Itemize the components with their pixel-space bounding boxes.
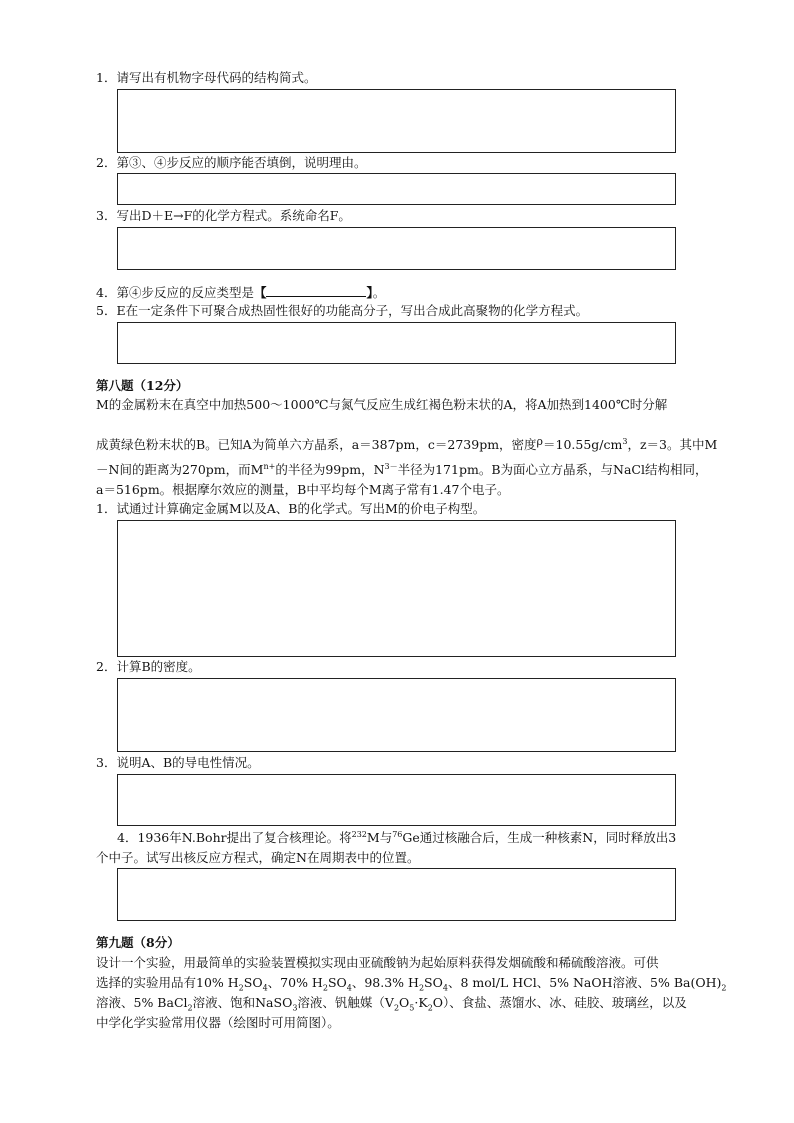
item-text: 第④步反应的反应类型是 [116, 285, 254, 300]
bracket-close: 】 [366, 285, 373, 300]
item-text: 写出D＋E→F的化学方程式。系统命名F。 [116, 208, 351, 223]
item-text: E在一定条件下可聚合成热固性很好的功能高分子，写出合成此高聚物的化学方程式。 [116, 303, 589, 318]
item-text: 试通过计算确定金属M以及A、B的化学式。写出M的价电子构型。 [116, 501, 486, 516]
item-number: 4． [96, 285, 117, 300]
rho-symbol: ρ [536, 435, 544, 448]
answer-box-q7-3[interactable] [117, 227, 676, 270]
answer-box-q8-1[interactable] [117, 520, 676, 657]
q9-line-2: 选择的实验用品有10% $H_2SO_4$、70% $H_2SO_4$、98.3% $H_2SO_4$、8 mol/L HCl、5% NaOH溶液、5% $Ba(OH)_2$ [96, 975, 727, 993]
answer-box-q8-4[interactable] [117, 868, 676, 921]
item-number: 1． [96, 501, 117, 516]
q8-item-2 [96, 659, 201, 675]
item-number: 3． [96, 755, 117, 770]
q9-line-4: 中学化学实验常用仪器（绘图时可用简图）。 [96, 1015, 340, 1030]
q8-intro-line-1: M的金属粉末在真空中加热500～1000℃与氮气反应生成红褐色粉末状的A，将A加热到1400℃时分解 [96, 397, 668, 412]
item-text: 第③、④步反应的顺序能否填倒，说明理由。 [116, 155, 367, 170]
answer-box-q8-2[interactable] [117, 678, 676, 752]
q8-heading: 第八题（12分） [96, 378, 189, 393]
answer-box-q7-5[interactable] [117, 322, 676, 364]
item-number: 5． [96, 303, 117, 318]
item-text: 说明A、B的导电性情况。 [116, 755, 260, 770]
item-number: 2． [96, 155, 117, 170]
q9-heading: 第九题（8分） [96, 935, 180, 950]
q8-item-4-line-2: 个中子。试写出核反应方程式，确定N在周期表中的位置。 [96, 850, 420, 865]
item-number: 2． [96, 659, 117, 674]
q8-item-1 [96, 501, 485, 517]
q9-line-3: 溶液、5% BaCl$_2$溶液、饱和NaSO$_3$溶液、钒触媒$(V_2O_5\cdot K_2O)$、食盐、蒸馏水、冰、硅胶、玻璃丝，以及 [96, 995, 687, 1013]
answer-box-q8-3[interactable] [117, 774, 676, 826]
q8-item-4: 4．1936年N.Bohr提出了复合核理论。将$^{232}$M与$^{76}$Ge通过核融合后，生成一种核素N，同时释放出3 [117, 829, 677, 845]
q8-intro-line-3: －N间的距离为270pm，而$M^{n+}$的半径为99pm，$N^{3-}$半径为171pm。B为面心立方晶系，与NaCl结构相同， [96, 461, 708, 477]
item-text-end: 。 [372, 285, 386, 300]
q7-item-3 [96, 208, 351, 224]
q8-intro-line-2: 成黄绿色粉末状的B。已知A为简单六方晶系，a＝387pm，c＝2739pm，密度$\rho=10.55g/cm^3$，z＝3。其中M [96, 435, 718, 452]
item-text: 计算B的密度。 [116, 659, 201, 674]
q7-item-2 [96, 155, 366, 171]
answer-box-q7-2[interactable] [117, 173, 676, 205]
q9-line-1: 设计一个实验，用最简单的实验装置模拟实现由亚硫酸钠为起始原料获得发烟硫酸和稀硫酸溶液。可供 [96, 955, 659, 970]
item-number: 1． [96, 70, 117, 85]
bracket-open: 【 [253, 285, 267, 300]
item-text: 请写出有机物字母代码的结构简式。 [116, 70, 317, 85]
item-number: 3． [96, 208, 117, 223]
item-number: 4． [117, 830, 138, 845]
q8-item-3 [96, 755, 260, 771]
fill-in-blank[interactable] [266, 284, 366, 297]
q8-intro-line-4: a＝516pm。根据摩尔效应的测量，B中平均每个M离子常有1.47个电子。 [96, 482, 510, 497]
q7-item-4 [96, 284, 385, 301]
answer-box-q7-1[interactable] [117, 89, 676, 153]
q7-item-5 [96, 303, 588, 319]
q7-item-1 [96, 70, 316, 86]
